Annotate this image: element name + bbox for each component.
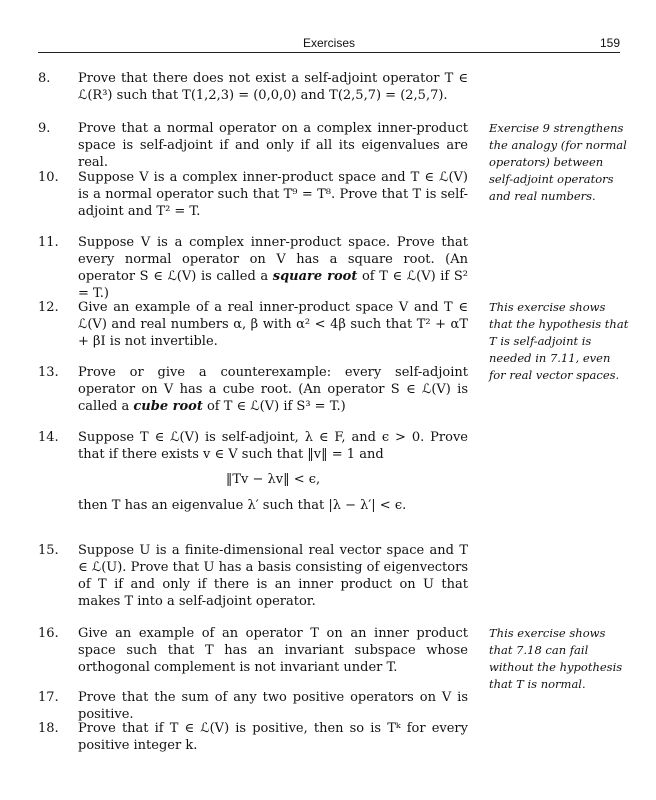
exercise-text	[78, 364, 468, 415]
exercise-12	[38, 299, 468, 350]
margin-note-exercise-16: This exercise shows that 7.18 can fail without the hypothesis that T is normal.	[489, 626, 623, 691]
exercise-number: 14.	[38, 430, 59, 445]
exercise-text: Prove that if T ∈ ℒ(V) is positive, then so is Tᵏ for every positive integer k.	[78, 721, 468, 753]
exercise-number: 18.	[38, 721, 59, 736]
exercise-text-conclusion: then T has an eigenvalue λ′ such that |λ − λ′| < ϵ.	[78, 498, 407, 513]
exercise-text-after: of T ∈ ℒ(V) if S² = T.)	[78, 269, 468, 301]
page-number: 159	[599, 36, 620, 50]
exercise-text: Prove that there does not exist a self-adjoint operator T ∈ ℒ(R³) such that T(1,2,3) = (0,0,0) and T(2,5,7) = (2,5,7).	[78, 71, 468, 103]
exercise-text-before: Prove or give a counterexample: every self-adjoint operator on V has a cube root. (An operator S ∈ ℒ(V) is called a	[78, 365, 468, 414]
exercise-16	[38, 625, 468, 676]
exercise-text: Suppose V is a complex inner-product space and T ∈ ℒ(V) is a normal operator such that T⁹ = T⁸. Prove that T is self-adjoint and T² = T.	[78, 170, 468, 219]
exercise-number: 8.	[38, 71, 51, 86]
exercise-8	[38, 70, 468, 104]
exercise-18	[38, 720, 468, 754]
running-title: Exercises	[302, 36, 355, 50]
defined-term: square root	[272, 269, 358, 284]
exercise-number: 16.	[38, 626, 59, 641]
exercise-text-main: Suppose T ∈ ℒ(V) is self-adjoint, λ ∈ F, and ϵ > 0. Prove that if there exists v ∈ V such that ‖v‖ = 1 and	[78, 430, 468, 462]
exercise-number: 11.	[38, 235, 59, 250]
exercise-text-before: Suppose V is a complex inner-product space. Prove that every normal operator on V has a square root. (An operator S ∈ ℒ(V) is called a	[78, 235, 468, 284]
header-rule	[38, 52, 620, 53]
display-inequality: ‖Tv − λv‖ < ϵ,	[225, 472, 321, 487]
exercise-text: Prove that a normal operator on a complex inner-product space is self-adjoint if and only if all its eigenvalues are real.	[78, 121, 468, 170]
margin-note-exercise-9: Exercise 9 strengthens the analogy (for normal operators) between self-adjoint operators and real numbers.	[489, 121, 627, 203]
exercise-number: 15.	[38, 543, 59, 558]
exercise-text: Give an example of an operator T on an inner product space such that T has an invariant subspace whose orthogonal complement is not invariant under T.	[78, 626, 468, 675]
exercise-14	[38, 429, 468, 514]
exercise-number: 10.	[38, 170, 59, 185]
exercise-text	[78, 234, 468, 302]
exercise-number: 13.	[38, 365, 59, 380]
margin-note-exercise-12: This exercise shows that the hypothesis that T is self-adjoint is needed in 7.11, even for real vector spaces.	[489, 300, 629, 382]
exercise-number: 17.	[38, 690, 59, 705]
exercise-text: Suppose U is a finite-dimensional real vector space and T ∈ ℒ(U). Prove that U has a basis consisting of eigenvectors of T if and only if there is an inner product on U that makes T into a self-adjoint operator.	[78, 543, 468, 609]
exercise-text: Give an example of a real inner-product space V and T ∈ ℒ(V) and real numbers α, β with α² < 4β such that T² + αT + βI is not invertible.	[78, 300, 468, 349]
exercise-9	[38, 120, 468, 171]
exercise-10	[38, 169, 468, 220]
exercise-11	[38, 234, 468, 302]
running-header	[38, 36, 620, 52]
exercise-text	[78, 429, 468, 514]
exercise-number: 12.	[38, 300, 59, 315]
exercise-13	[38, 364, 468, 415]
defined-term: cube root	[133, 399, 203, 414]
exercise-15	[38, 542, 468, 610]
exercise-17	[38, 689, 468, 723]
exercise-text: Prove that the sum of any two positive operators on V is positive.	[78, 690, 468, 722]
exercise-text-after: of T ∈ ℒ(V) if S³ = T.)	[202, 399, 346, 414]
exercise-number: 9.	[38, 121, 51, 136]
